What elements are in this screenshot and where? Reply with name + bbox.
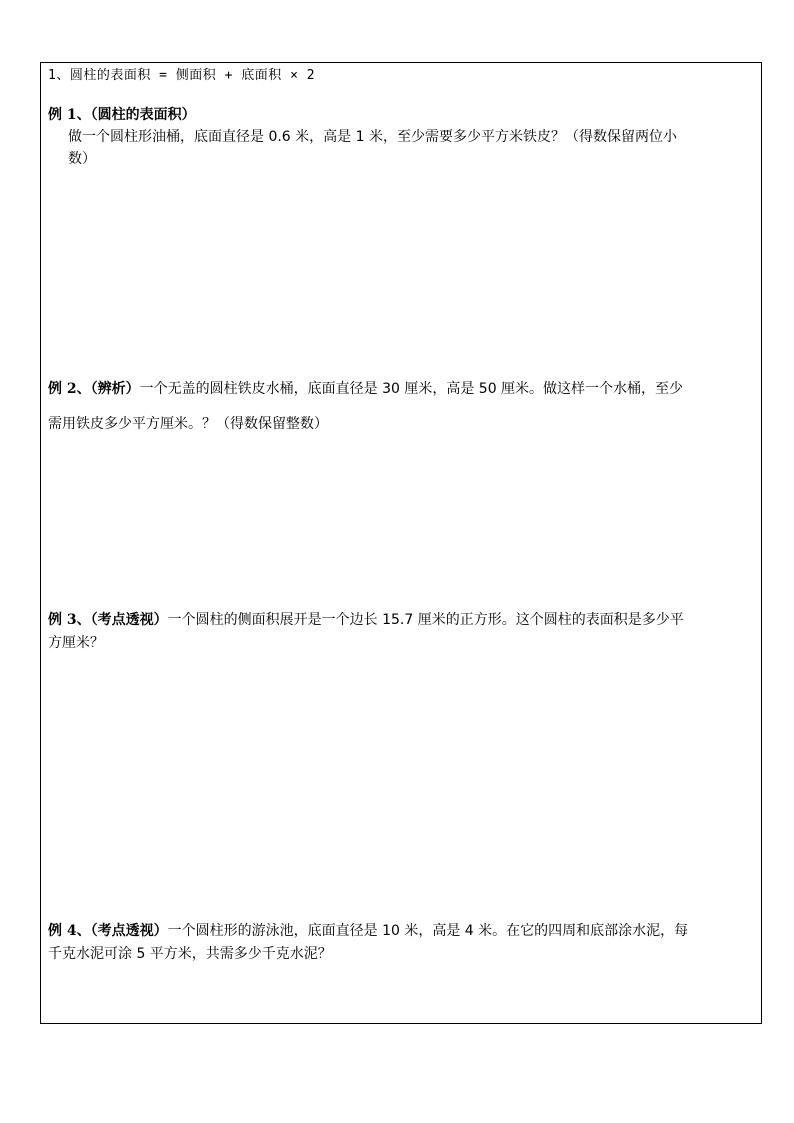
example-2-line-1: [48, 379, 683, 399]
example-2-tag: （辨析）: [90, 381, 140, 397]
example-4-line-2: 千克水泥可涂 5 平方米，共需多少千克水泥？: [48, 946, 332, 962]
example-4-label: 例 4、: [48, 923, 91, 939]
example-1-label: 例 1、: [48, 107, 91, 123]
example-3-line-1: [48, 610, 684, 630]
example-3-text-1: 一个圆柱的侧面积展开是一个边长 15.7 厘米的正方形。这个圆柱的表面积是多少平: [167, 612, 684, 628]
example-1-line-2: 数）: [68, 151, 96, 167]
worksheet-frame: [40, 62, 762, 1024]
example-4-line-1: [48, 921, 688, 941]
example-3-label: 例 3、: [48, 612, 91, 628]
example-3-tag: （考点透视）: [90, 612, 168, 628]
example-3-line-2: 方厘米？: [48, 635, 104, 651]
example-4-tag: （考点透视）: [90, 923, 168, 939]
example-2-text-1: 一个无盖的圆柱铁皮水桶，底面直径是 30 厘米，高是 50 厘米。做这样一个水桶，至少: [139, 381, 684, 397]
example-4-text-1: 一个圆柱形的游泳池，底面直径是 10 米，高是 4 米。在它的四周和底部涂水泥，每: [167, 923, 689, 939]
example-1-tag: （圆柱的表面积）: [90, 107, 196, 123]
example-2-label: 例 2、: [48, 381, 91, 397]
example-1-line-1: 做一个圆柱形油桶，底面直径是 0.6 米，高是 1 米，至少需要多少平方米铁皮？（得数保留两位小: [68, 129, 677, 145]
surface-area-formula: 1、圆柱的表面积 = 侧面积 + 底面积 × 2: [48, 68, 316, 83]
example-1-heading: [48, 105, 196, 125]
example-2-line-2: 需用铁皮多少平方厘米。？（得数保留整数）: [48, 416, 328, 432]
